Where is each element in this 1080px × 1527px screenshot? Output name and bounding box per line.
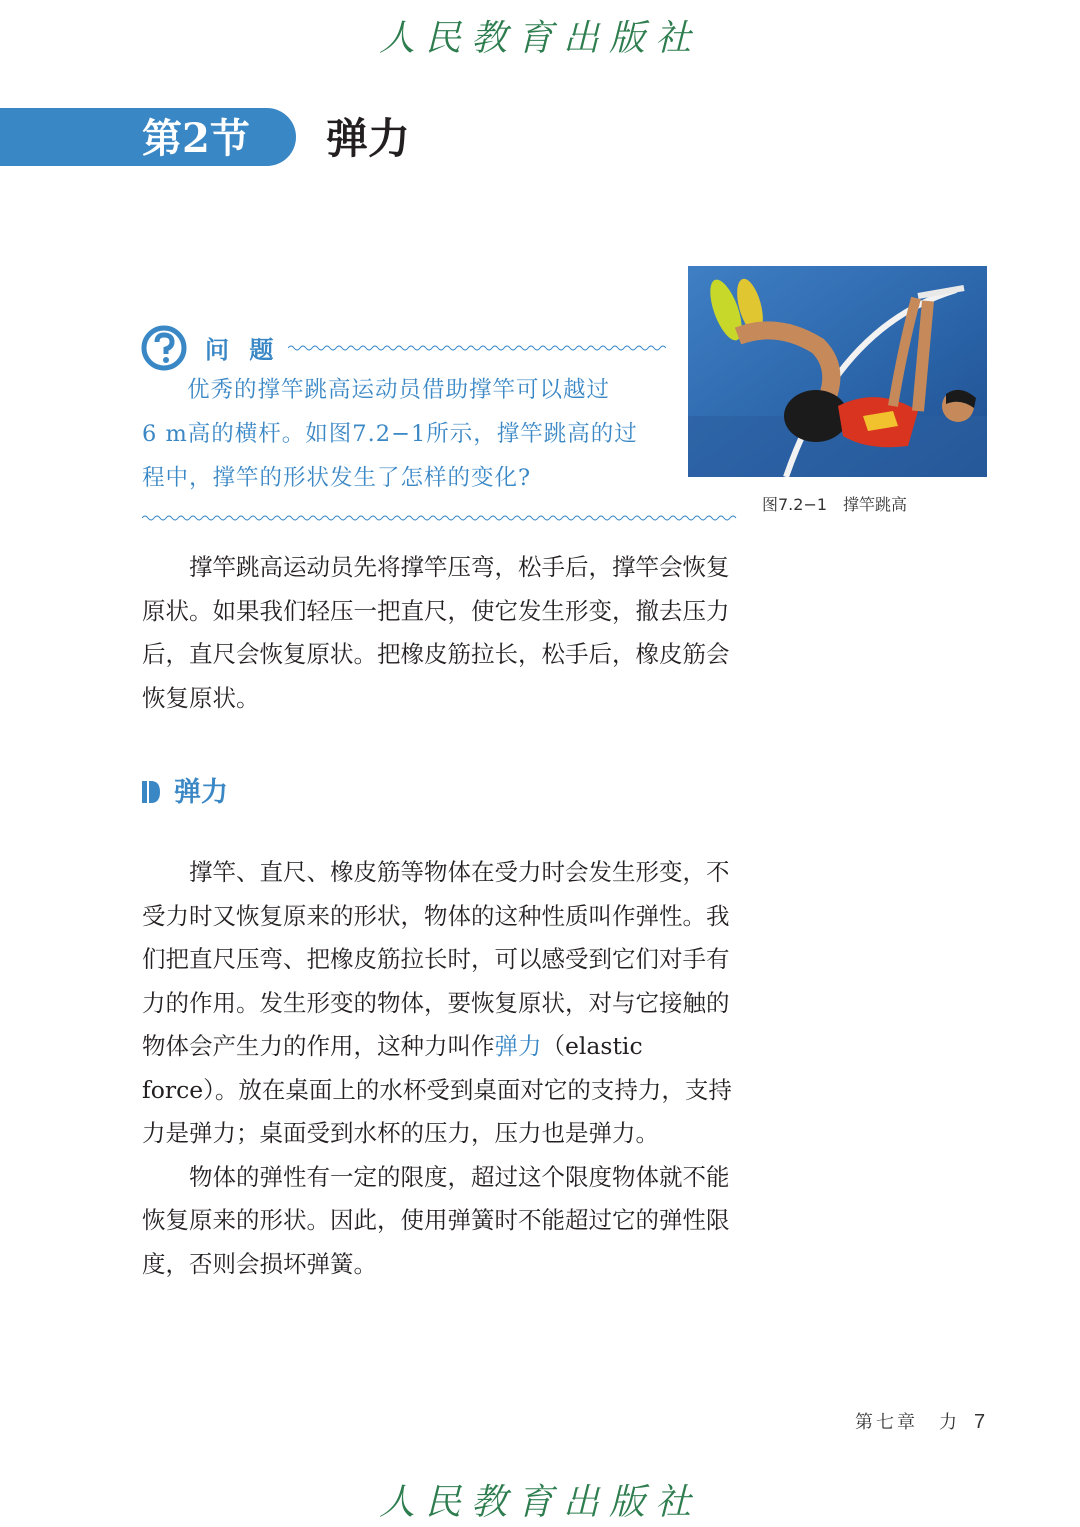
question-wavy-rule-bottom xyxy=(142,512,738,524)
subsection-marker-icon xyxy=(142,781,160,803)
subsection-title: 弹力 xyxy=(174,777,228,808)
body-paragraph-2: 物体的弹性有一定的限度，超过这个限度物体就不能恢复原来的形状。因此，使用弹簧时不能超过它的弹性限度，否则会损坏弹簧。 xyxy=(142,1162,730,1278)
publisher-logo-top: 人民教育出版社 xyxy=(378,18,701,59)
question-heading: 问 题 xyxy=(205,336,280,364)
section-title: 弹力 xyxy=(326,114,411,163)
question-line-2: 6 m高的横杆。如图7.2−1所示，撑竿跳高的过 xyxy=(142,421,638,447)
page-number: 7 xyxy=(974,1411,986,1433)
figure-caption: 图7.2−1 撑竿跳高 xyxy=(762,495,908,514)
intro-paragraph: 撑竿跳高运动员先将撑竿压弯，松手后，撑竿会恢复原状。如果我们轻压一把直尺，使它发生形变，撤去压力后，直尺会恢复原状。把橡皮筋拉长，松手后，橡皮筋会恢复原状。 xyxy=(142,553,730,712)
pole-vault-photo xyxy=(688,266,987,477)
body-paragraph-1 xyxy=(142,851,738,1156)
page-footer xyxy=(855,1408,985,1434)
question-wavy-rule-top xyxy=(288,342,666,354)
subsection-heading xyxy=(142,770,228,809)
body-p1-after: （elastic force）。放在桌面上的水杯受到桌面对它的支持力，支持力是弹力；桌面受到水杯的压力，压力也是弹力。 xyxy=(142,1032,732,1147)
question-line-1: 优秀的撑竿跳高运动员借助撑竿可以越过 xyxy=(187,377,611,403)
intro-text xyxy=(142,546,738,720)
chapter-label: 第七章 力 xyxy=(855,1412,960,1433)
body-text xyxy=(142,851,738,1286)
term-elastic-force: 弹力 xyxy=(494,1032,542,1060)
publisher-logo-bottom: 人民教育出版社 xyxy=(378,1482,701,1523)
question-line-3: 程中，撑竿的形状发生了怎样的变化? xyxy=(142,465,532,491)
question-text xyxy=(142,368,668,500)
body-p1-before: 撑竿、直尺、橡皮筋等物体在受力时会发生形变，不受力时又恢复原来的形状，物体的这种性质叫作弹性。我们把直尺压弯、把橡皮筋拉长时，可以感受到它们对手有力的作用。发生形变的物体，要恢复原状，对与它接触的物体会产生力的作用，这种力叫作 xyxy=(142,858,730,1060)
section-label: 第2节 xyxy=(142,115,250,162)
question-icon xyxy=(141,325,187,371)
